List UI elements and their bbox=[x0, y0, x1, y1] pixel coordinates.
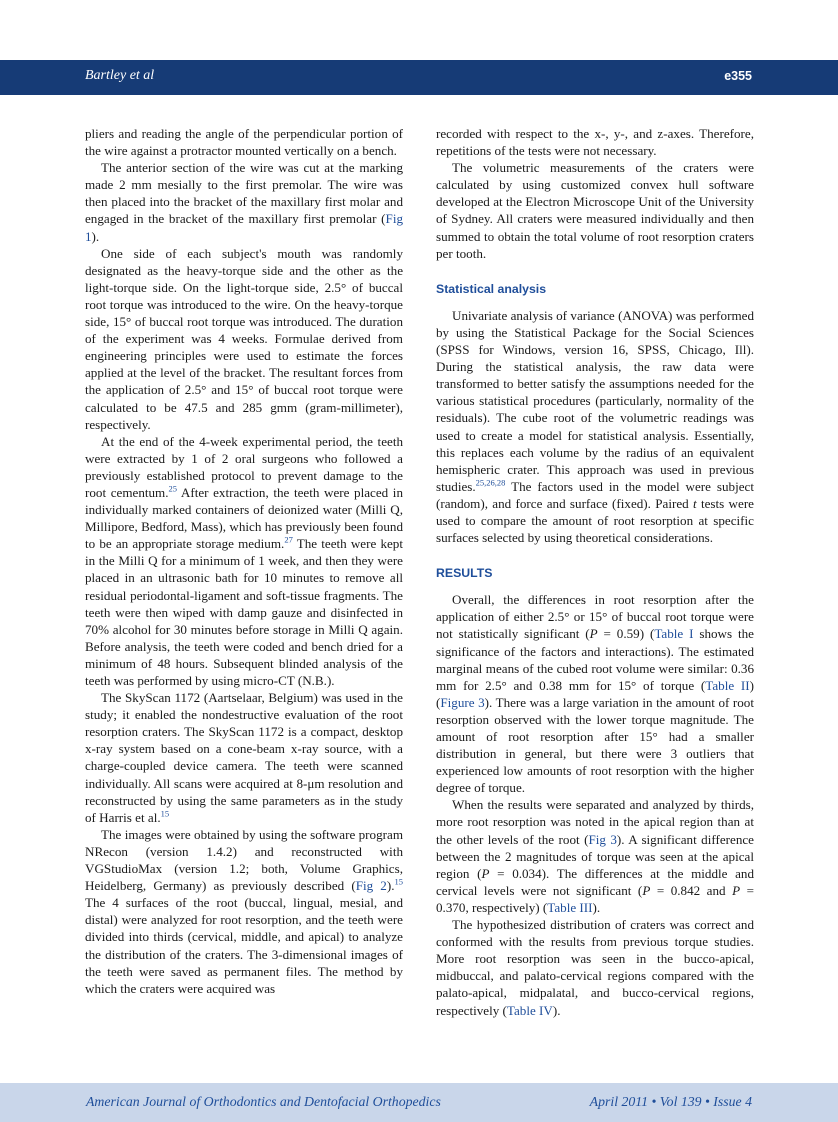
footer-journal-title: American Journal of Orthodontics and Dentofacial Orthopedics bbox=[86, 1094, 441, 1109]
figure-ref-link[interactable]: Fig 3 bbox=[588, 831, 617, 847]
left-column bbox=[85, 125, 403, 997]
section-heading-statistical-analysis: Statistical analysis bbox=[436, 281, 547, 296]
figure-ref-link[interactable]: Figure 3 bbox=[440, 694, 485, 710]
paragraph: recorded with respect to the x-, y-, and z-axes. Therefore, repetitions of the tests were not necessary. bbox=[436, 126, 754, 159]
header-author: Bartley et al bbox=[85, 68, 155, 83]
paragraph: The SkyScan 1172 (Aartselaar, Belgium) was used in the study; it enabled the nondestructive evaluation of the root resorption craters. The SkyScan 1172 is a compact, desktop x-ray system based on a cone-beam x-ray source, with a charge-coupled device camera. The teeth were scanned individually. All scans were acquired at 8-μm resolution and reconstructed by using the same parameters as in the study of Harris et al.$^{15}$ bbox=[85, 690, 403, 825]
running-header bbox=[0, 60, 838, 95]
paragraph: The volumetric measurements of the craters were calculated by using customized convex hull software developed at the Electron Microscope Unit of the University of Sydney. All craters were measured individually and then summed to obtain the total volume of root resorption craters per tooth. bbox=[436, 160, 754, 261]
page-number: e355 bbox=[724, 69, 752, 83]
paragraph: When the results were separated and analyzed by thirds, more root resorption was noted in the apical region than at the other levels of the root (Fig 3). A significant difference between the 2 magnitudes of torque was seen at the apical region (P = 0.034). The differences at the middle and cervical levels were not significant (P = 0.842 and P = 0.370, respectively) (Table III). bbox=[436, 797, 755, 915]
figure-ref-link[interactable]: Fig 2 bbox=[355, 878, 387, 894]
table-ref-link[interactable]: Table III bbox=[547, 899, 593, 915]
citation-ref[interactable]: 27 bbox=[284, 534, 293, 545]
paragraph: One side of each subject's mouth was randomly designated as the heavy-torque side and the other as the light-torque side. On the light-torque side, 2.5° of buccal root torque was introduced to the wire. On the heavy-torque side, 15° of buccal root torque was introduced. The duration of the experiment was 4 weeks. Formulae derived from engineering principles were used to estimate the forces applied at the level of the bracket. The resultant forces from the application of 2.5° and 15° of buccal root torque were calculated to be 47.5 and 285 gmm (gram-millimeter), respectively. bbox=[85, 245, 403, 432]
table-ref-link[interactable]: Table IV bbox=[506, 1002, 553, 1018]
citation-ref[interactable]: 15 bbox=[394, 876, 403, 887]
footer-issue-info: April 2011 • Vol 139 • Issue 4 bbox=[589, 1094, 752, 1109]
citation-ref[interactable]: 15 bbox=[160, 808, 170, 819]
section-heading-results: RESULTS bbox=[436, 566, 493, 581]
paragraph: The hypothesized distribution of craters was correct and conformed with the results from previous torque studies. More root resorption was seen in the bucco-apical, midbuccal, and palato-cervical regions compared with the palato-apical, midpalatal, and bucco-cervical regions, respectively (Table IV). bbox=[436, 917, 754, 1018]
figure-ref-link[interactable]: Fig 1 bbox=[85, 211, 403, 244]
paragraph: The images were obtained by using the software program NRecon (version 1.4.2) and reconstructed with VGStudioMax (version 1.2; both, Volume Graphics, Heidelberg, Germany) as previously described (Fig 2).$^{15}$ The 4 surfaces of the root (buccal, lingual, mesial, and distal) were analyzed for root resorption, and the teeth were divided into thirds (cervical, middle, and apical) to analyze the distribution of the craters. The 3-dimensional images of the teeth were saved as permanent files. The method by which the craters were acquired was bbox=[85, 826, 403, 996]
running-footer bbox=[0, 1083, 838, 1122]
right-column bbox=[436, 125, 754, 1019]
paragraph: pliers and reading the angle of the perpendicular portion of the wire against a protractor mounted vertically on a bench. bbox=[85, 126, 403, 159]
paragraph: The anterior section of the wire was cut at the marking made 2 mm mesially to the first premolar. The wire was then placed into the bracket of the maxillary first molar and engaged in the bracket of the maxillary first premolar (Fig 1). bbox=[85, 160, 403, 244]
table-ref-link[interactable]: Table I bbox=[654, 626, 694, 642]
paragraph: Univariate analysis of variance (ANOVA) was performed by using the Statistical Package for the Social Sciences (SPSS for Windows, version 16, SPSS, Chicago, Ill). During the statistical analysis, the raw data were transformed to better satisfy the assumptions needed for the various statistical procedures (particularly, normality of the residuals). The cube root of the volumetric readings was used to create a model for statistical analysis. Essentially, this replaces each volume by the radius of an equivalent hemispheric crater. This approach was used in previous studies.$^{25,26,28}$ The factors used in the model were subject (random), and force and surface (fixed). Paired t tests were used to compare the amount of root resorption at specific surfaces selected by using theoretical considerations. bbox=[436, 307, 754, 546]
table-ref-link[interactable]: Table II bbox=[705, 677, 750, 693]
citation-ref[interactable]: 25,26,28 bbox=[475, 477, 506, 488]
citation-ref[interactable]: 25 bbox=[168, 483, 178, 494]
paragraph: At the end of the 4-week experimental period, the teeth were extracted by 1 of 2 oral surgeons who followed a previously established protocol to prevent damage to the root cementum.$^{25}$ After extraction, the teeth were placed in individually marked containers of deionized water (Milli Q, Millipore, Bedford, Mass), which has previously been found to be an appropriate storage medium.$^{27}$ The teeth were kept in the Milli Q for a minimum of 1 week, and then they were placed in an ultrasonic bath for 10 minutes to remove all residual periodontal-ligament and soft-tissue fragments. The teeth were then wiped with damp gauze and disinfected in 70% alcohol for 30 minutes before storage in Milli Q again. Before analysis, the teeth were coded and bench dried for a minimum of 48 hours. Subsequent blinded analysis of the teeth was performed by using micro-CT (N.B.). bbox=[85, 433, 403, 688]
paragraph: Overall, the differences in root resorption after the application of either 2.5° or 15° of buccal root torque were not statistically significant (P = 0.59) (Table I shows the significance of the factors and interactions). The estimated marginal means of the cubed root volume were similar: 0.36 mm for 2.5° and 0.38 mm for 15° of torque (Table II) (Figure 3). There was a large variation in the amount of root resorption observed with the lower torque magnitude. The amount of root resorption after 15° had a smaller distribution in general, but there were 3 outliers that experienced low amounts of root resorption with the higher degree of torque. bbox=[436, 592, 755, 796]
